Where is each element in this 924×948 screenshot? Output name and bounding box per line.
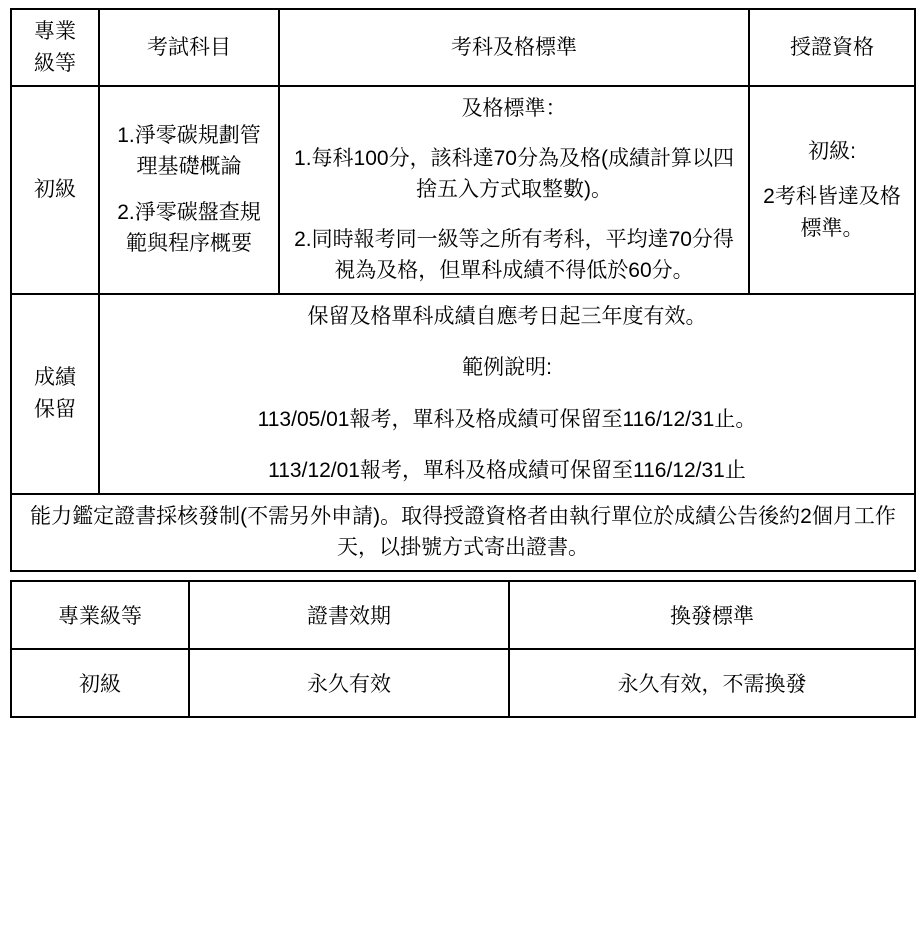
score-retention-label-line1: 成績 <box>34 366 76 389</box>
cell-certification <box>749 86 915 294</box>
cert-table-row <box>11 649 915 717</box>
score-retention-line: 保留及格單科成績自應考日起三年度有效。 <box>307 304 707 328</box>
cert-cell-level: 初級 <box>11 649 189 717</box>
criteria-title: 及格標準： <box>461 97 567 120</box>
qualification-table <box>10 8 916 572</box>
subject-item: 2.淨零碳盤查規範與程序概要 <box>117 200 261 256</box>
certificate-validity-table <box>10 580 916 718</box>
cert-cell-renewal: 永久有效，不需換發 <box>509 649 915 717</box>
score-retention-line: 範例說明: <box>462 356 552 379</box>
cert-header-row <box>11 581 915 649</box>
header-level-line2: 級等 <box>34 51 76 75</box>
header-criteria: 考科及格標準 <box>279 9 749 86</box>
score-retention-line: 113/12/01報考，單科及格成績可保留至116/12/31止 <box>268 459 746 482</box>
header-subjects: 考試科目 <box>99 9 279 86</box>
criteria-item: 2.同時報考同一級等之所有考科，平均達70分得視為及格，但單科成績不得低於60分。 <box>294 227 734 282</box>
certification-level: 初級: <box>808 139 856 163</box>
score-retention-row <box>11 294 915 494</box>
cert-cell-validity: 永久有效 <box>189 649 509 717</box>
header-level <box>11 9 99 86</box>
subject-item: 1.淨零碳規劃管理基礎概論 <box>117 123 261 179</box>
cell-note: 能力鑑定證書採核發制(不需另外申請)。取得授證資格者由執行單位於成績公告後約2個月工作天，以掛號方式寄出證書。 <box>11 494 915 571</box>
cert-header-level: 專業級等 <box>11 581 189 649</box>
table-row <box>11 86 915 294</box>
table-header-row <box>11 9 915 86</box>
header-certification: 授證資格 <box>749 9 915 86</box>
score-retention-line: 113/05/01報考，單科及格成績可保留至116/12/31止。 <box>257 407 757 431</box>
cert-header-renewal: 換發標準 <box>509 581 915 649</box>
criteria-item: 1.每科100分，該科達70分為及格(成績計算以四捨五入方式取整數)。 <box>294 146 734 201</box>
certification-rule: 2考科皆達及格標準。 <box>763 185 901 240</box>
cell-score-retention-body <box>99 294 915 494</box>
score-retention-label-line2: 保留 <box>34 397 76 421</box>
cert-header-validity: 證書效期 <box>189 581 509 649</box>
cell-score-retention-label <box>11 294 99 494</box>
header-level-line1: 專業 <box>34 20 76 43</box>
cell-subjects <box>99 86 279 294</box>
cell-level: 初級 <box>11 86 99 294</box>
note-row <box>11 494 915 571</box>
cell-criteria <box>279 86 749 294</box>
